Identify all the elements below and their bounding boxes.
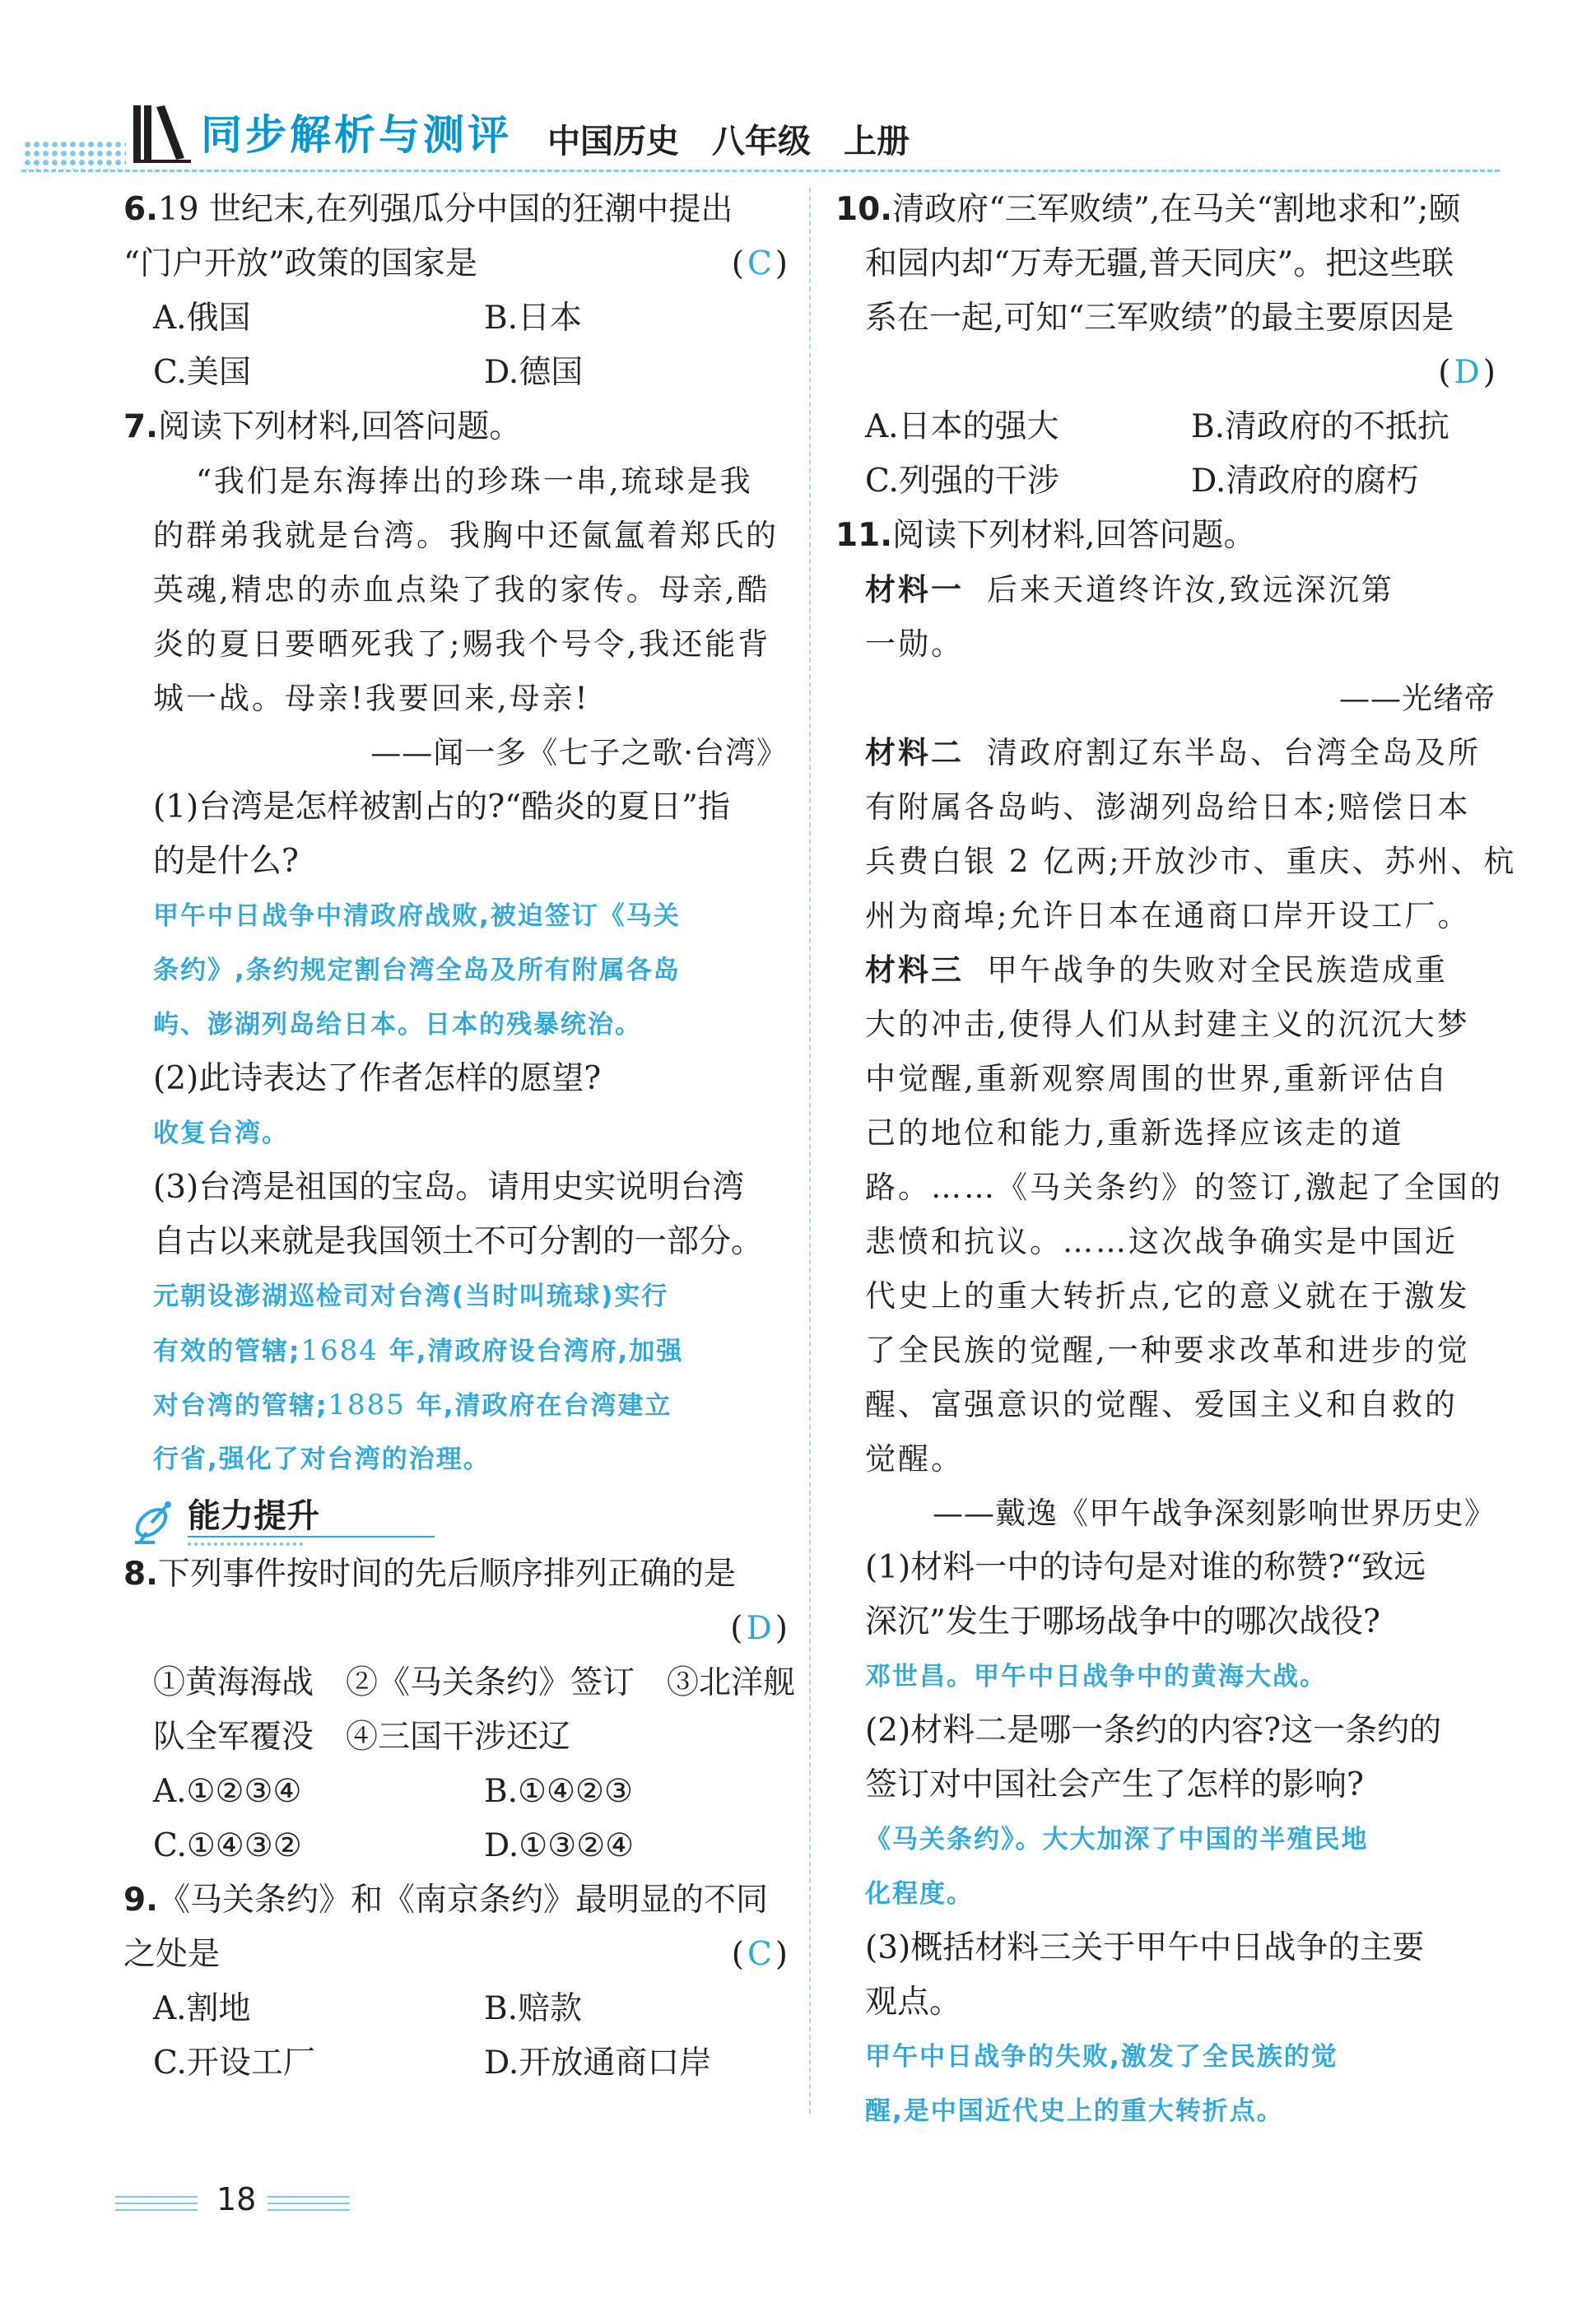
- footer-lines-left: [115, 2196, 198, 2214]
- q11-sub2-answer-2: 化程度。: [865, 1879, 974, 1909]
- q7-poem-line-4: 炎的夏日要晒死我了;赐我个号令,我还能背: [153, 626, 771, 662]
- q11-material-1-label: 材料一: [865, 572, 964, 607]
- q7-poem-line-5: 城一战。母亲!我要回来,母亲!: [153, 681, 590, 716]
- q7-sub3-answer-3b: 年,清政府在台湾建立: [405, 1391, 672, 1421]
- header-dots-decoration: [23, 140, 126, 170]
- ability-dotted-underline: [188, 1542, 303, 1546]
- q11-material-3-line-3: 中觉醒,重新观察周围的世界,重新评估自: [865, 1061, 1449, 1096]
- q9-text-2: 之处是: [123, 1936, 221, 1973]
- q11-material-3-line-2: 大的冲击,使得人们从封建主义的沉沉大梦: [865, 1007, 1470, 1042]
- column-divider: [809, 188, 811, 2114]
- q11-material-3-line-4: 己的地位和能力,重新选择应该走的道: [865, 1115, 1404, 1151]
- q11-stem-line: [835, 509, 1502, 563]
- question-8: [123, 1547, 794, 1873]
- q7-sub3-answer-3: [123, 1378, 794, 1432]
- q7-sub3-question-2: 自古以来就是我国领土不可分割的一部分。: [153, 1223, 764, 1260]
- q7-sub3-answer-2a: 有效的管辖;: [153, 1337, 301, 1366]
- q11-sub1-answer: 邓世昌。甲午中日战争中的黄海大战。: [865, 1662, 1327, 1691]
- q7-sub1-question-2: 的是什么?: [153, 843, 299, 880]
- q11-sub3-question-1: (3)概括材料三关于甲午中日战争的主要: [865, 1929, 1425, 1966]
- q9-options-row-2: [123, 2036, 794, 2091]
- q7-sub3-answer-3a: 对台湾的管辖;: [153, 1391, 328, 1421]
- ability-section-heading: [123, 1486, 794, 1547]
- q10-option-c: C.列强的干涉: [865, 463, 1059, 500]
- q11-material-2-line-1: [835, 726, 1502, 780]
- q10-line-2: 和园内却“万寿无疆,普天同庆”。把这些联: [865, 245, 1454, 282]
- q8-stem-line: [123, 1547, 794, 1602]
- q10-option-a: A.日本的强大: [865, 408, 1059, 445]
- q7-sub3-question-1: (3)台湾是祖国的宝岛。请用史实说明台湾: [153, 1169, 745, 1206]
- q8-number: 8.: [123, 1556, 158, 1593]
- q11-material-2-label: 材料二: [865, 735, 964, 770]
- q6-options-row-1: [123, 291, 794, 346]
- q8-options-row-1: [123, 1765, 794, 1819]
- q11-material-2-line-3: 兵费白银 2 亿两;开放沙市、重庆、苏州、杭: [865, 844, 1517, 879]
- q9-option-c: C.开设工厂: [153, 2045, 315, 2082]
- q11-sub1-question-1: (1)材料一中的诗句是对谁的称赞?“致远: [865, 1549, 1426, 1586]
- q9-text-1: 《马关条约》和《南京条约》最明显的不同: [157, 1882, 768, 1919]
- q7-stem: 阅读下列材料,回答问题。: [157, 408, 522, 445]
- q11-number: 11.: [835, 517, 893, 554]
- q6-text-1: 19 世纪末,在列强瓜分中国的狂潮中提出: [157, 191, 733, 228]
- q11-material-2-line-2: 有附属各岛屿、澎湖列岛给日本;赔偿日本: [865, 789, 1471, 825]
- q10-options-row-2: [835, 454, 1502, 509]
- question-6: [123, 183, 794, 400]
- q8-events-line-1: ①黄海海战 ②《马关条约》签订 ③北洋舰: [153, 1664, 796, 1701]
- question-11: [835, 509, 1517, 2138]
- q11-material-3-line-5: 路。……《马关条约》的签订,激起了全国的: [865, 1170, 1503, 1205]
- q6-answer-bracket: ( C ): [731, 245, 788, 282]
- q11-material-3-label: 材料三: [865, 952, 964, 988]
- q8-answer-line: [123, 1602, 794, 1656]
- q11-material-3-text-1: 甲午战争的失败对全民族造成重: [987, 952, 1448, 988]
- q7-sub3-answer-2: [123, 1324, 794, 1378]
- q11-material-3-line-8: 了全民族的觉醒,一种要求改革和进步的觉: [865, 1333, 1470, 1368]
- subject-grade-label: 中国历史 八年级 上册: [547, 123, 910, 161]
- q11-stem: 阅读下列材料,回答问题。: [892, 517, 1256, 554]
- q11-material-3-line-9: 醒、富强意识的觉醒、爱国主义和自救的: [865, 1387, 1458, 1422]
- q6-option-a: A.俄国: [153, 300, 251, 337]
- q7-sub1-question-1: (1)台湾是怎样被割占的?“酷炎的夏日”指: [153, 789, 731, 826]
- q7-sub1-answer-3: 屿、澎湖列岛给日本。日本的残暴统治。: [153, 1010, 642, 1040]
- q8-options-row-2: [123, 1819, 794, 1873]
- left-column: [123, 183, 794, 2091]
- q8-answer-bracket: ( D ): [730, 1610, 788, 1647]
- q8-option-c: C.①④③②: [153, 1827, 302, 1864]
- q7-number: 7.: [123, 408, 158, 445]
- ability-underline: [188, 1536, 435, 1538]
- q10-option-b: B.清政府的不抵抗: [1191, 408, 1450, 445]
- q9-answer: C: [747, 1936, 772, 1973]
- q7-poem-source: ——闻一多《七子之歌·台湾》: [370, 735, 788, 770]
- q11-material-1-source: ——光绪帝: [1339, 681, 1496, 716]
- q7-sub3-answer-1: 元朝设澎湖巡检司对台湾(当时叫琉球)实行: [153, 1282, 669, 1311]
- q9-options-row-1: [123, 1982, 794, 2036]
- q10-line-1: [835, 183, 1502, 237]
- q10-text-1: 清政府“三军败绩”,在马关“割地求和”;颐: [892, 191, 1461, 228]
- q11-sub3-question-2: 观点。: [865, 1984, 962, 2021]
- q8-option-a: A.①②③④: [153, 1773, 302, 1810]
- q11-material-3-source: ——戴逸《甲午战争深刻影响世界历史》: [933, 1496, 1496, 1531]
- question-9: [123, 1873, 794, 2091]
- q6-option-b: B.日本: [484, 300, 583, 337]
- q7-sub3-year-1684: 1684: [300, 1334, 379, 1367]
- q8-option-b: B.①④②③: [484, 1773, 633, 1810]
- q11-material-3-line-10: 觉醒。: [865, 1441, 964, 1477]
- q7-sub3-answer-4: 行省,强化了对台湾的治理。: [153, 1445, 491, 1474]
- q10-answer-bracket: ( D ): [1438, 354, 1496, 391]
- q6-options-row-2: [123, 346, 794, 400]
- q9-option-b: B.赔款: [484, 1990, 583, 2027]
- q6-option-d: D.德国: [484, 354, 584, 391]
- q7-stem-line: [123, 400, 794, 454]
- q6-line-2: [123, 237, 794, 291]
- q11-sub1-question-2: 深沉”发生于哪场战争中的哪次战役?: [865, 1603, 1380, 1640]
- question-10: [835, 183, 1502, 509]
- q11-material-1-line-2: 一勋。: [865, 626, 964, 662]
- q10-options-row-1: [835, 400, 1502, 454]
- footer-lines-right: [268, 2196, 350, 2214]
- q11-sub2-answer-1: 《马关条约》。大大加深了中国的半殖民地: [865, 1825, 1369, 1854]
- q11-material-3-line-1: [835, 943, 1502, 998]
- q11-sub3-answer-1: 甲午中日战争的失败,激发了全民族的觉: [865, 2042, 1338, 2072]
- q11-sub2-question-1: (2)材料二是哪一条约的内容?这一条约的: [865, 1712, 1442, 1749]
- q11-material-3-line-6: 悲愤和抗议。……这次战争确实是中国近: [865, 1224, 1458, 1259]
- q7-sub3-year-1885: 1885: [328, 1389, 406, 1421]
- q10-answer: D: [1454, 354, 1480, 391]
- q11-sub3-answer-2: 醒,是中国近代史上的重大转折点。: [865, 2096, 1284, 2126]
- ability-section-title: 能力提升: [188, 1497, 319, 1535]
- q7-poem-line-2: 的群弟我就是台湾。我胸中还氤氲着郑氏的: [153, 518, 779, 553]
- q8-option-d: D.①③②④: [484, 1827, 635, 1864]
- q7-sub3-answer-2b: 年,清政府设台湾府,加强: [378, 1337, 684, 1366]
- header-dashed-rule: [21, 170, 1500, 172]
- book-logo-icon: [130, 99, 194, 165]
- q6-line-1: [123, 183, 794, 237]
- q8-answer: D: [746, 1610, 772, 1647]
- q11-material-2-line-4: 州为商埠;允许日本在通商口岸开设工厂。: [865, 898, 1471, 933]
- q9-answer-bracket: ( C ): [731, 1936, 788, 1973]
- q10-option-d: D.清政府的腐朽: [1191, 463, 1419, 500]
- q6-answer: C: [747, 245, 772, 282]
- right-column: [835, 183, 1517, 2138]
- q6-option-c: C.美国: [153, 354, 251, 391]
- q7-sub1-answer-1: 甲午中日战争中清政府战败,被迫签订《马关: [153, 901, 681, 931]
- q9-option-d: D.开放通商口岸: [484, 2045, 712, 2082]
- satellite-dish-icon: [130, 1495, 179, 1544]
- page-number: 18: [216, 2181, 257, 2217]
- q6-number: 6.: [123, 191, 158, 228]
- q11-material-2-text-1: 清政府割辽东半岛、台湾全岛及所: [987, 735, 1481, 770]
- q7-sub2-answer: 收复台湾。: [153, 1119, 289, 1148]
- q7-poem-line-3: 英魂,精忠的赤血点染了我的家传。母亲,酷: [153, 572, 770, 607]
- q6-text-2: “门户开放”政策的国家是: [123, 245, 477, 282]
- question-7: [123, 400, 794, 1486]
- q10-line-3: 系在一起,可知“三军败绩”的最主要原因是: [865, 300, 1454, 337]
- series-brand-title: 同步解析与测评: [201, 111, 512, 159]
- page-footer: [115, 2181, 379, 2231]
- q9-number: 9.: [123, 1882, 158, 1919]
- q11-sub2-question-2: 签订对中国社会产生了怎样的影响?: [865, 1766, 1364, 1803]
- q10-number: 10.: [835, 191, 893, 228]
- q9-line-2: [123, 1928, 794, 1982]
- q11-material-1-text-1: 后来天道终许汝,致远深沉第: [987, 572, 1394, 607]
- q8-events-line-2: 队全军覆没 ④三国干涉还辽: [153, 1719, 571, 1756]
- q9-line-1: [123, 1873, 794, 1928]
- q11-material-3-line-7: 代史上的重大转折点,它的意义就在于激发: [865, 1278, 1470, 1314]
- q8-stem: 下列事件按时间的先后顺序排列正确的是: [157, 1556, 736, 1593]
- q7-sub1-answer-2: 条约》,条约规定割台湾全岛及所有附属各岛: [153, 956, 681, 985]
- q9-option-a: A.割地: [153, 1990, 251, 2027]
- page-header: [0, 99, 1596, 189]
- q10-answer-line: [835, 346, 1502, 400]
- q7-poem-line-1: “我们是东海捧出的珍珠一串,琉球是我: [196, 463, 753, 499]
- q7-sub2-question: (2)此诗表达了作者怎样的愿望?: [153, 1060, 602, 1097]
- q11-material-1-line-1: [835, 563, 1502, 617]
